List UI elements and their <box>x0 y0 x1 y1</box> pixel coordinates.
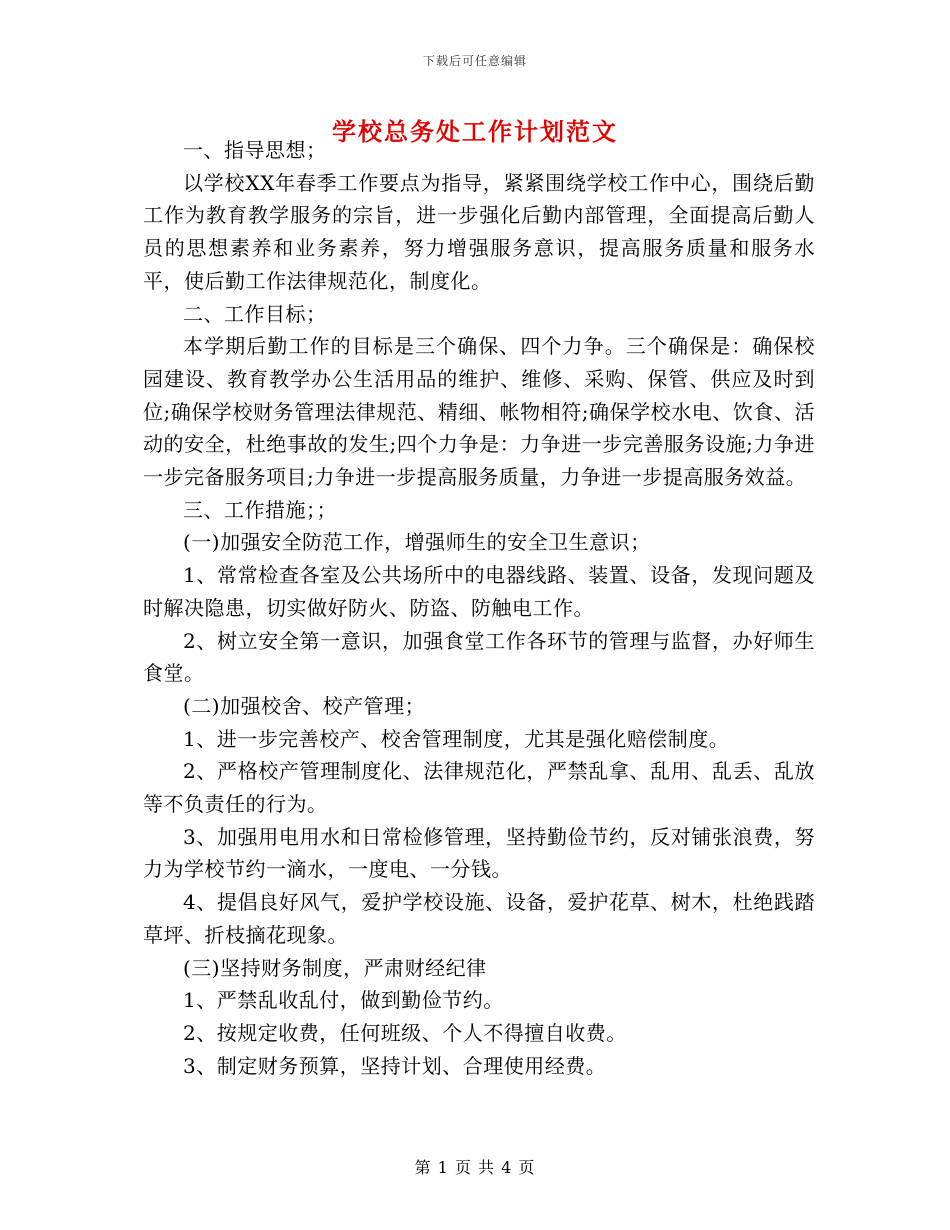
heading-guiding-thought: 一、指导思想； <box>183 138 327 162</box>
subheading-safety: (一)加强安全防范工作，增强师生的安全卫生意识； <box>183 530 651 555</box>
list-item-property-3: 3、加强用电用水和日常检修管理，坚持勤俭节约，反对铺张浪费，努力为学校节约一滴水，一度电、一分钱。 <box>143 824 815 882</box>
paragraph-guiding-thought: 以学校XX年春季工作要点为指导，紧紧围绕学校工作中心，围绕后勤工作为教育教学服务的宗旨，进一步强化后勤内部管理，全面提高后勤人员的思想素养和业务素养，努力增强服务意识，提高服务质量和服务水平，使后勤工作法律规范化，制度化。 <box>143 170 815 293</box>
subheading-property: (二)加强校舍、校产管理； <box>183 693 426 718</box>
paragraph-work-goals: 本学期后勤工作的目标是三个确保、四个力争。三个确保是：确保校园建设、教育教学办公生活用品的维护、维修、采购、保管、供应及时到位;确保学校财务管理法律规范、精细、帐物相符;确保学校水电、饮食、活动的安全，杜绝事故的发生;四个力争是：力争进一步完善服务设施;力争进一步完备服务项目;力争进一步提高服务质量，力争进一步提高服务效益。 <box>143 334 815 490</box>
list-item-safety-2: 2、树立安全第一意识，加强食堂工作各环节的管理与监督，办好师生食堂。 <box>143 628 815 686</box>
header-note: 下载后可任意编辑 <box>422 54 527 68</box>
list-item-property-2: 2、严格校产管理制度化、法律规范化，严禁乱拿、乱用、乱丢、乱放等不负责任的行为。 <box>143 759 815 817</box>
document-title: 学校总务处工作计划范文 <box>332 117 618 146</box>
list-item-finance-2: 2、按规定收费，任何班级、个人不得擅自收费。 <box>183 1020 627 1045</box>
list-item-property-1: 1、进一步完善校产、校舍管理制度，尤其是强化赔偿制度。 <box>183 726 730 751</box>
subheading-finance: (三)坚持财务制度，严肃财经纪律 <box>183 955 487 980</box>
heading-work-goals: 二、工作目标； <box>183 301 327 326</box>
document-body <box>143 134 815 1082</box>
heading-work-measures: 三、工作措施；； <box>183 497 337 522</box>
list-item-safety-1: 1、常常检查各室及公共场所中的电器线路、装置、设备，发现问题及时解决隐患，切实做好防火、防盗、防触电工作。 <box>143 563 815 620</box>
list-item-finance-1: 1、严禁乱收乱付，做到勤俭节约。 <box>183 988 504 1013</box>
page-number: 第 1 页 共 4 页 <box>414 1158 536 1177</box>
list-item-finance-3: 3、制定财务预算，坚持计划、合理使用经费。 <box>183 1053 607 1078</box>
list-item-property-4: 4、提倡良好风气，爱护学校设施、设备，爱护花草、树木，杜绝践踏草坪、折枝摘花现象。 <box>143 890 815 947</box>
